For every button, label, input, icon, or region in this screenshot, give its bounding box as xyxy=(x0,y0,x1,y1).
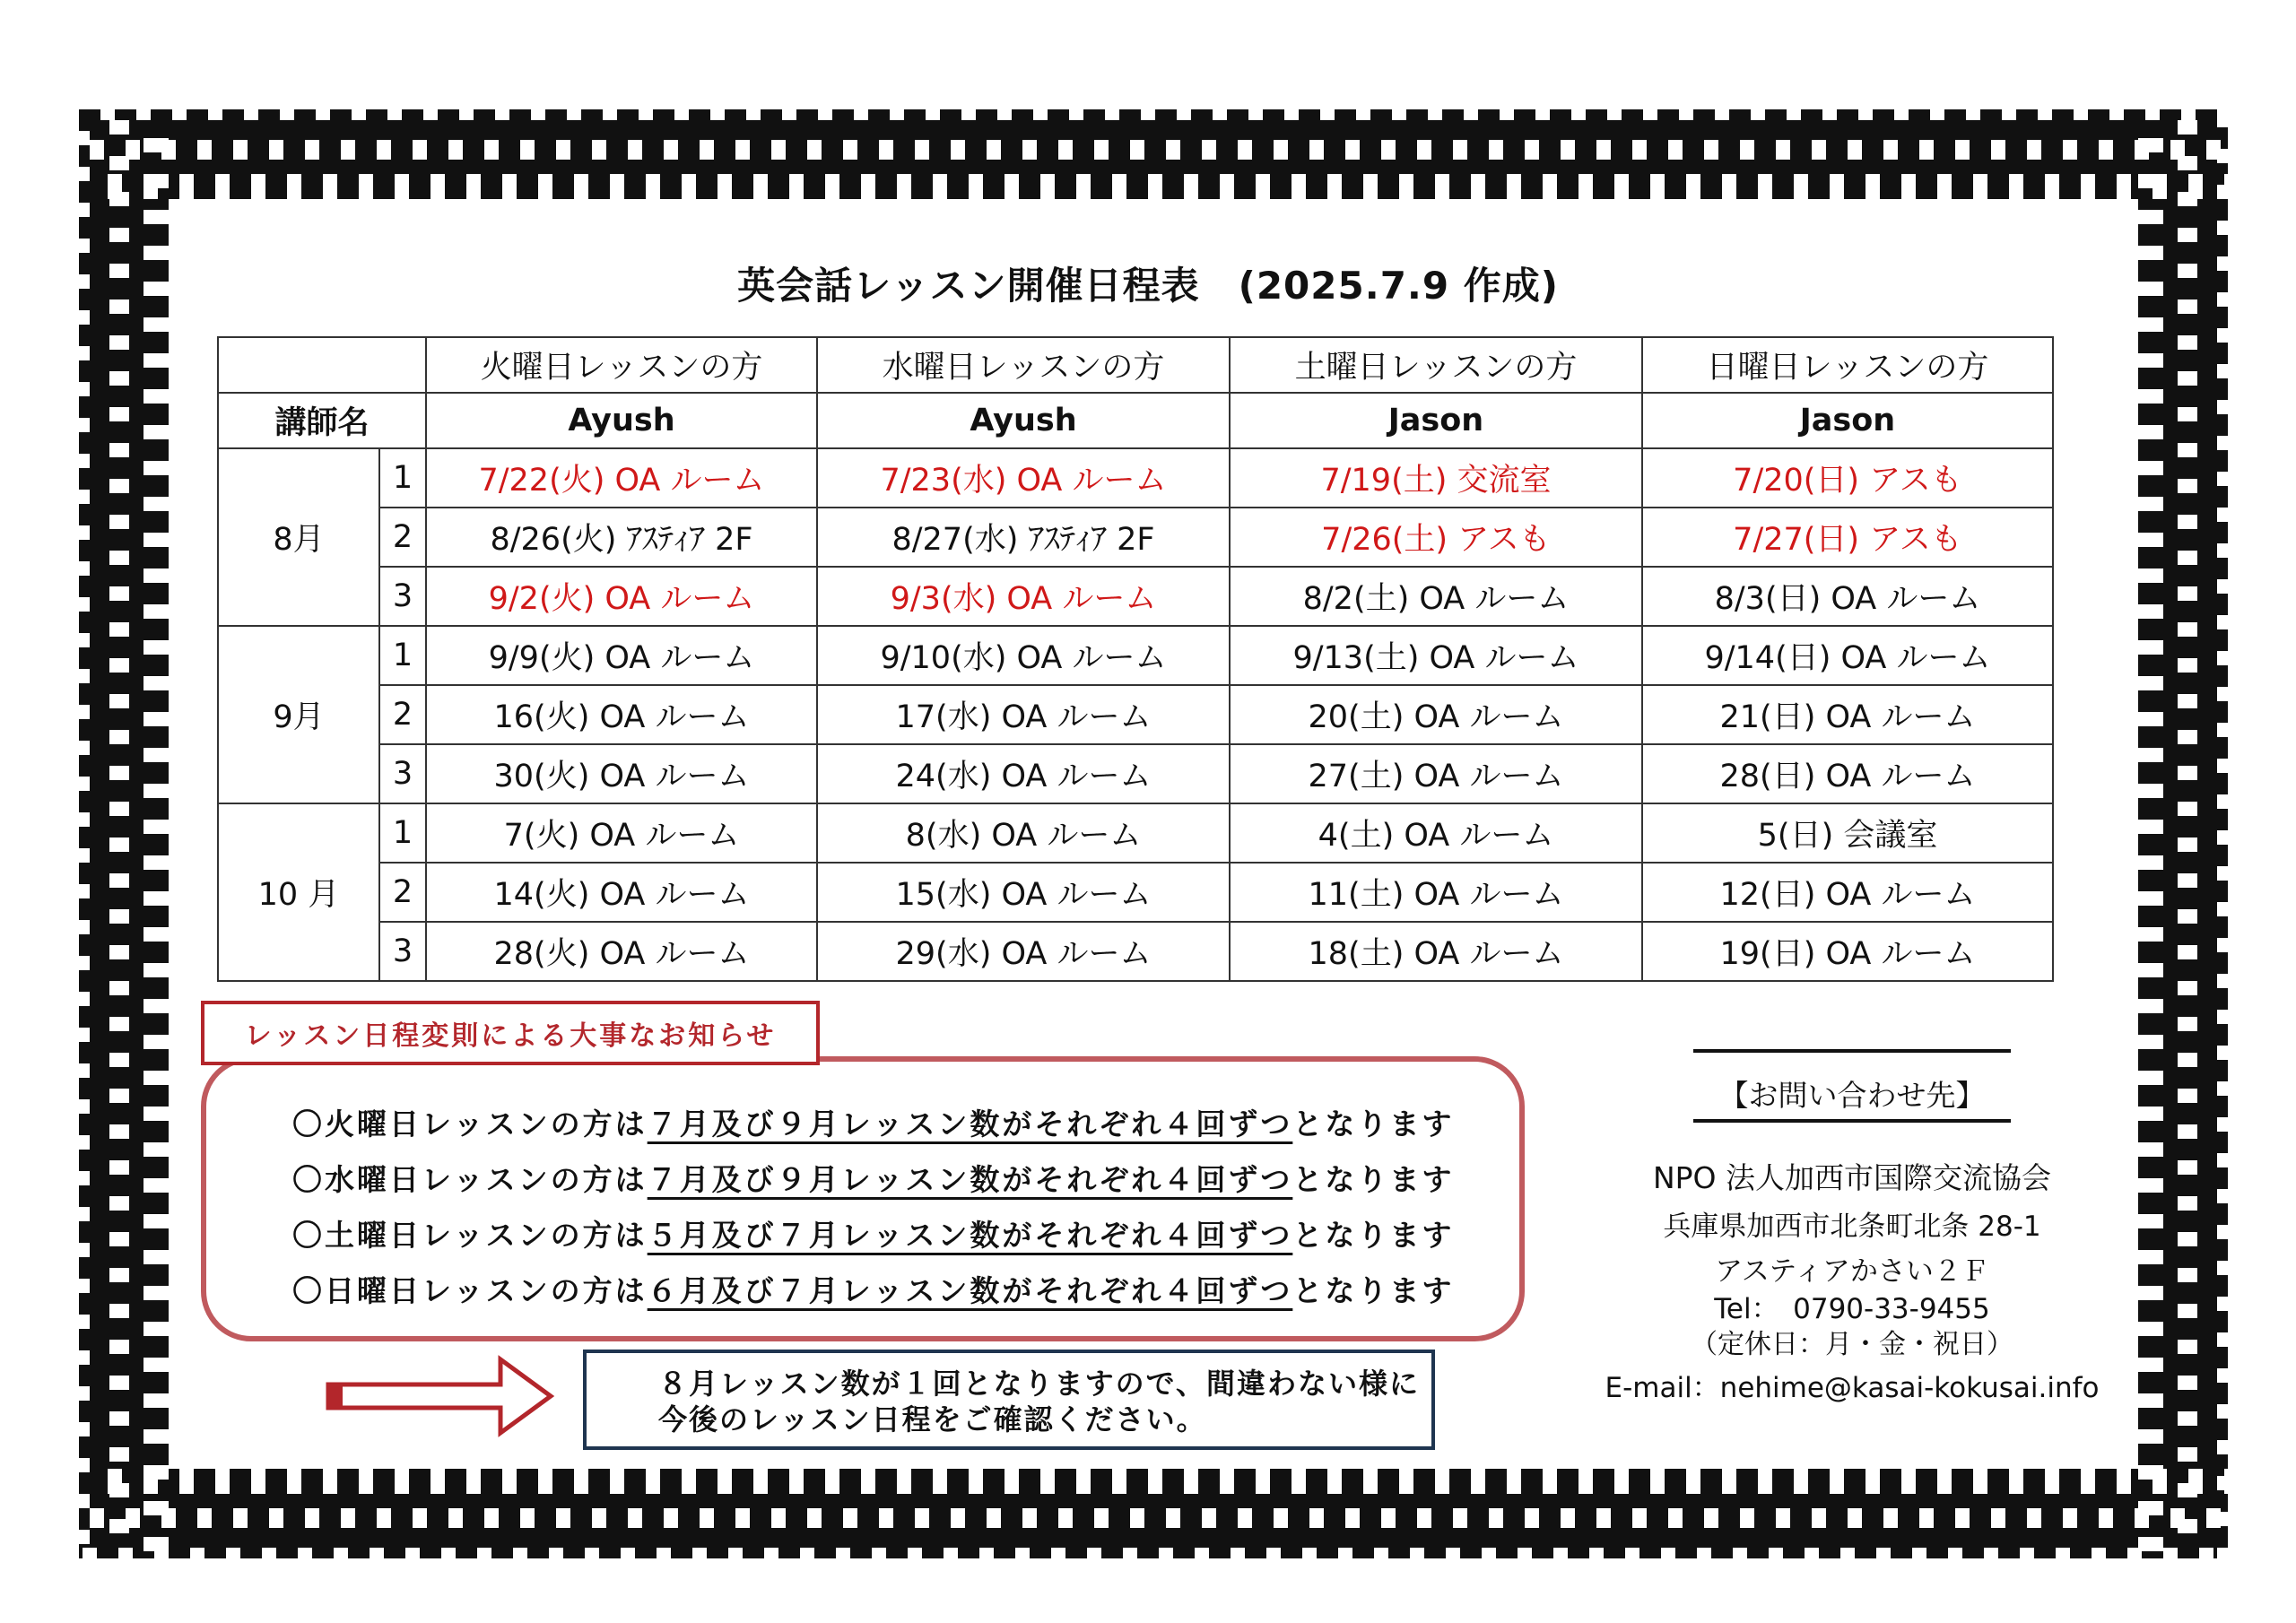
table-row xyxy=(218,448,2053,508)
notice-post: となります xyxy=(1292,1107,1455,1141)
table-row xyxy=(218,803,2053,863)
teacher-wednesday: Ayush xyxy=(817,393,1230,448)
lesson-number: 2 xyxy=(379,685,426,744)
lesson-cell-saturday: 7/26(土) アスも xyxy=(1230,508,1642,567)
contact-heading: 【お問い合わせ先】 xyxy=(1718,1078,1986,1113)
lesson-cell-wednesday: 8(水) OA ルーム xyxy=(817,803,1230,863)
lesson-cell-tuesday: 14(火) OA ルーム xyxy=(426,863,817,922)
lesson-cell-saturday: 4(土) OA ルーム xyxy=(1230,803,1642,863)
lesson-cell-wednesday: 15(水) OA ルーム xyxy=(817,863,1230,922)
table-row xyxy=(218,922,2053,981)
lesson-cell-saturday: 20(土) OA ルーム xyxy=(1230,685,1642,744)
notice-pre: 〇火曜日レッスンの方は xyxy=(292,1107,648,1141)
teacher-saturday: Jason xyxy=(1230,393,1642,448)
table-row xyxy=(218,508,2053,567)
lesson-cell-sunday: 12(日) OA ルーム xyxy=(1642,863,2053,922)
page-title: 英会話レッスン開催日程表 (2025.7.9 作成) xyxy=(737,264,1559,308)
lesson-cell-sunday: 7/20(日) アスも xyxy=(1642,448,2053,508)
month-label: 8月 xyxy=(218,448,379,626)
notice-underline: ５月及び７月レッスン数がそれぞれ４回ずつ xyxy=(647,1218,1293,1253)
lesson-cell-saturday: 18(土) OA ルーム xyxy=(1230,922,1642,981)
blank-header-cell xyxy=(218,337,426,393)
lesson-cell-tuesday: 9/2(火) OA ルーム xyxy=(426,567,817,626)
header-tuesday: 火曜日レッスンの方 xyxy=(426,337,817,393)
lesson-cell-wednesday: 29(水) OA ルーム xyxy=(817,922,1230,981)
lesson-cell-saturday: 7/19(土) 交流室 xyxy=(1230,448,1642,508)
notice-pre: 〇水曜日レッスンの方は xyxy=(292,1162,648,1197)
notice-tag: レッスン日程変則による大事なお知らせ xyxy=(201,1001,820,1065)
lesson-cell-tuesday: 7(火) OA ルーム xyxy=(426,803,817,863)
lesson-cell-sunday: 9/14(日) OA ルーム xyxy=(1642,626,2053,685)
confirm-line-2: 今後のレッスン日程をご確認ください。 xyxy=(658,1402,1207,1436)
header-wednesday: 水曜日レッスンの方 xyxy=(817,337,1230,393)
teacher-label: 講師名 xyxy=(218,393,426,448)
lesson-cell-tuesday: 9/9(火) OA ルーム xyxy=(426,626,817,685)
lesson-number: 2 xyxy=(379,863,426,922)
lesson-cell-tuesday: 16(火) OA ルーム xyxy=(426,685,817,744)
notice-post: となります xyxy=(1292,1162,1455,1197)
lesson-cell-sunday: 7/27(日) アスも xyxy=(1642,508,2053,567)
lesson-cell-tuesday: 7/22(火) OA ルーム xyxy=(426,448,817,508)
lesson-cell-wednesday: 9/10(水) OA ルーム xyxy=(817,626,1230,685)
notice-post: となります xyxy=(1292,1273,1455,1308)
table-row xyxy=(218,626,2053,685)
lesson-cell-saturday: 9/13(土) OA ルーム xyxy=(1230,626,1642,685)
lesson-cell-tuesday: 28(火) OA ルーム xyxy=(426,922,817,981)
notice-pre: 〇土曜日レッスンの方は xyxy=(292,1218,648,1253)
notice-line-wednesday xyxy=(292,1157,1454,1199)
notice-line-sunday xyxy=(292,1268,1454,1310)
right-arrow-icon xyxy=(325,1354,558,1438)
lesson-cell-tuesday: 8/26(火) ｱｽﾃｨｱ 2F xyxy=(426,508,817,567)
table-row xyxy=(218,744,2053,803)
notice-underline: ６月及び７月レッスン数がそれぞれ４回ずつ xyxy=(647,1273,1293,1308)
lesson-cell-saturday: 8/2(土) OA ルーム xyxy=(1230,567,1642,626)
lesson-number: 3 xyxy=(379,922,426,981)
lesson-cell-wednesday: 24(水) OA ルーム xyxy=(817,744,1230,803)
schedule-table xyxy=(217,336,2054,982)
lesson-number: 3 xyxy=(379,567,426,626)
lesson-cell-sunday: 8/3(日) OA ルーム xyxy=(1642,567,2053,626)
teacher-sunday: Jason xyxy=(1642,393,2053,448)
lesson-cell-sunday: 5(日) 会議室 xyxy=(1642,803,2053,863)
contact-rule-bottom xyxy=(1693,1119,2011,1123)
lesson-cell-wednesday: 7/23(水) OA ルーム xyxy=(817,448,1230,508)
lesson-cell-saturday: 27(土) OA ルーム xyxy=(1230,744,1642,803)
lesson-cell-saturday: 11(土) OA ルーム xyxy=(1230,863,1642,922)
teacher-row xyxy=(218,393,2053,448)
contact-closed: （定休日：月・金・祝日） xyxy=(1691,1329,2013,1360)
day-header-row xyxy=(218,337,2053,393)
lesson-cell-wednesday: 8/27(水) ｱｽﾃｨｱ 2F xyxy=(817,508,1230,567)
lesson-number: 1 xyxy=(379,448,426,508)
lesson-cell-wednesday: 17(水) OA ルーム xyxy=(817,685,1230,744)
confirm-line-1: ８月レッスン数が１回となりますので、間違わない様に xyxy=(658,1367,1421,1401)
contact-email: E-mail：nehime@kasai-kokusai.info xyxy=(1605,1372,2100,1404)
header-sunday: 日曜日レッスンの方 xyxy=(1642,337,2053,393)
notice-line-saturday xyxy=(292,1212,1454,1254)
teacher-tuesday: Ayush xyxy=(426,393,817,448)
contact-building: アスティアかさい２Ｆ xyxy=(1715,1255,1989,1288)
lesson-number: 1 xyxy=(379,803,426,863)
table-row xyxy=(218,685,2053,744)
contact-tel: Tel： 0790-33-9455 xyxy=(1714,1293,1990,1325)
table-row xyxy=(218,567,2053,626)
lesson-number: 2 xyxy=(379,508,426,567)
lesson-number: 1 xyxy=(379,626,426,685)
header-saturday: 土曜日レッスンの方 xyxy=(1230,337,1642,393)
notice-underline: ７月及び９月レッスン数がそれぞれ４回ずつ xyxy=(647,1162,1293,1197)
month-label: 10 月 xyxy=(218,803,379,981)
table-row xyxy=(218,863,2053,922)
month-label: 9月 xyxy=(218,626,379,803)
notice-underline: ７月及び９月レッスン数がそれぞれ４回ずつ xyxy=(647,1107,1293,1141)
lesson-cell-tuesday: 30(火) OA ルーム xyxy=(426,744,817,803)
notice-post: となります xyxy=(1292,1218,1455,1253)
lesson-cell-sunday: 28(日) OA ルーム xyxy=(1642,744,2053,803)
contact-address: 兵庫県加西市北条町北条 28-1 xyxy=(1663,1211,2041,1243)
contact-rule-top xyxy=(1693,1049,2011,1053)
confirm-box xyxy=(583,1350,1435,1450)
notice-line-tuesday xyxy=(292,1101,1454,1143)
notice-pre: 〇日曜日レッスンの方は xyxy=(292,1273,648,1308)
lesson-number: 3 xyxy=(379,744,426,803)
lesson-cell-sunday: 21(日) OA ルーム xyxy=(1642,685,2053,744)
lesson-cell-sunday: 19(日) OA ルーム xyxy=(1642,922,2053,981)
lesson-cell-wednesday: 9/3(水) OA ルーム xyxy=(817,567,1230,626)
contact-org: NPO 法人加西市国際交流協会 xyxy=(1652,1160,2052,1195)
